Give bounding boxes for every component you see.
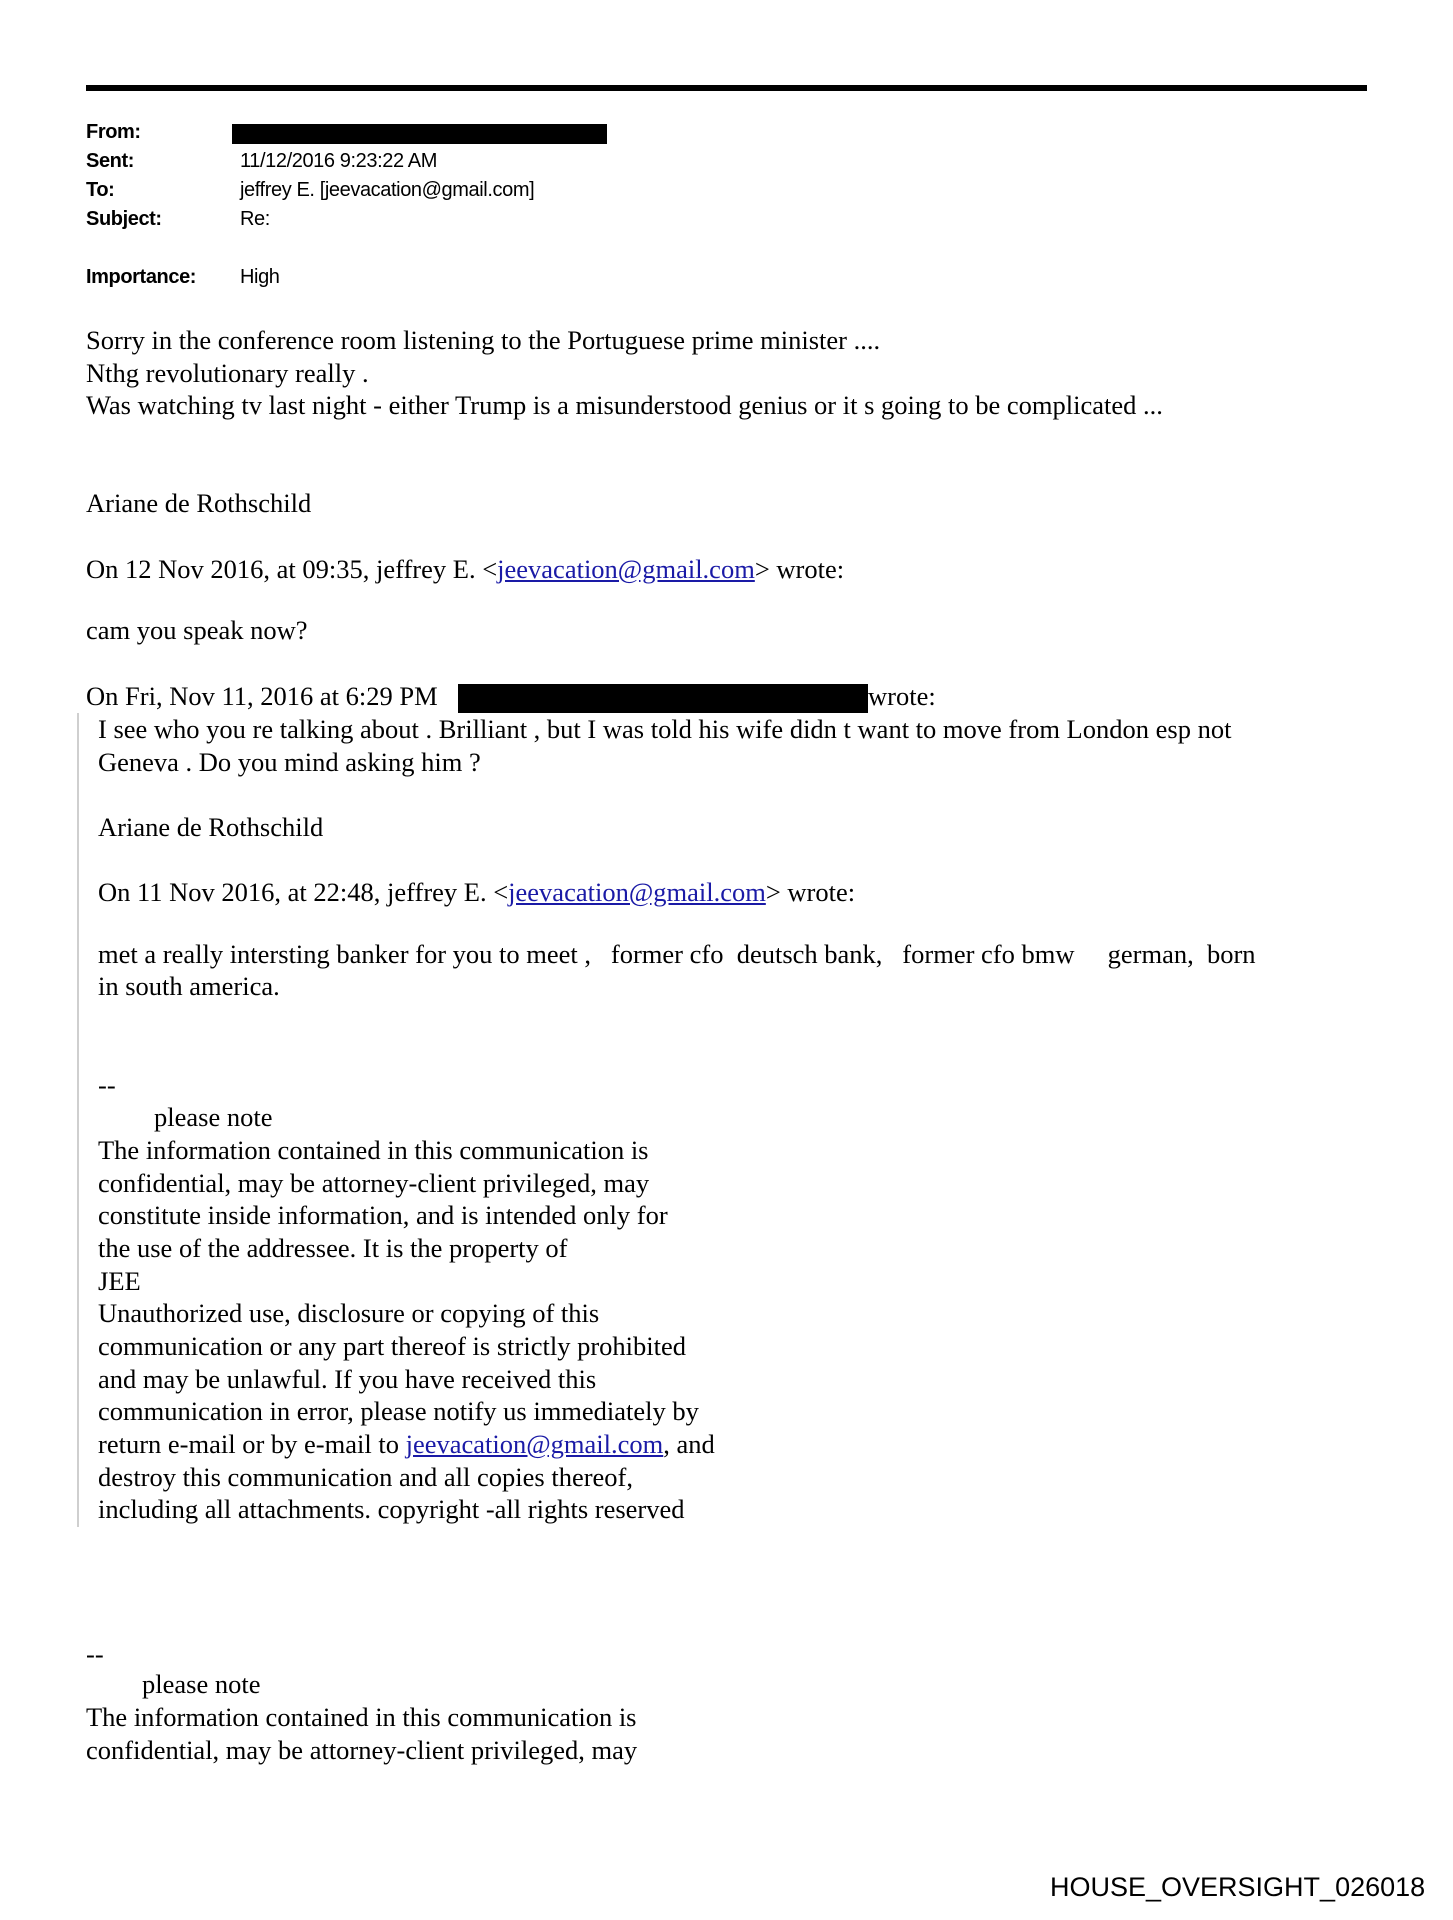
email-link[interactable]: jeevacation@gmail.com: [508, 877, 766, 907]
sent-value: 11/12/2016 9:23:22 AM: [240, 150, 437, 172]
disclaimer-email-line: [98, 1428, 715, 1460]
quoted-attribution: [98, 876, 855, 908]
disclaimer-line: constitute inside information, and is intended only for: [98, 1200, 668, 1230]
body-line: Nthg revolutionary really .: [86, 358, 369, 388]
email-line-prefix: return e-mail or by e-mail to: [98, 1429, 406, 1459]
disclaimer-line: destroy this communication and all copies thereof,: [98, 1462, 634, 1492]
importance-value: High: [240, 266, 280, 288]
disclaimer-separator: --: [98, 1070, 116, 1100]
header-rule: [86, 85, 1367, 91]
email-line-suffix: , and: [663, 1429, 715, 1459]
attribution-prefix: On 11 Nov 2016, at 22:48, jeffrey E. <: [98, 877, 509, 907]
reply-1-attribution: [86, 553, 844, 585]
signature: Ariane de Rothschild: [86, 488, 312, 518]
reply-1-message: cam you speak now?: [86, 615, 308, 645]
body-line: Was watching tv last night - either Trump is a misunderstood genius or it s going to be complicated ...: [86, 390, 1163, 420]
disclaimer-line: including all attachments. copyright -all rights reserved: [98, 1494, 685, 1524]
to-value: jeffrey E. [jeevacation@gmail.com]: [240, 179, 535, 201]
disclaimer-line: Unauthorized use, disclosure or copying of this: [98, 1298, 600, 1328]
disclaimer-line: The information contained in this communication is: [98, 1135, 649, 1165]
to-label: To:: [86, 179, 115, 201]
email-link[interactable]: jeevacation@gmail.com: [405, 1429, 664, 1459]
sender-redaction: [458, 684, 868, 713]
quoted-signature: Ariane de Rothschild: [98, 812, 324, 842]
quoted-message-line: met a really intersting banker for you to meet , former cfo deutsch bank, former cfo bmw german, born: [98, 939, 1256, 969]
reply-2-attribution-suffix: wrote:: [868, 681, 936, 711]
disclaimer-line: communication or any part thereof is strictly prohibited: [98, 1331, 686, 1361]
disclaimer-line: communication in error, please notify us immediately by: [98, 1396, 699, 1426]
email-link[interactable]: jeevacation@gmail.com: [497, 554, 755, 584]
from-redaction: [232, 124, 607, 144]
sent-label: Sent:: [86, 150, 135, 172]
importance-label: Importance:: [86, 266, 197, 288]
quoted-line: I see who you re talking about . Brilliant , but I was told his wife didn t want to move from London esp not: [98, 714, 1232, 744]
attribution-suffix: > wrote:: [765, 877, 856, 907]
disclaimer-line: JEE: [98, 1266, 141, 1296]
disclaimer-line: and may be unlawful. If you have received this: [98, 1364, 597, 1394]
disclaimer-heading: please note: [154, 1102, 273, 1132]
bates-number: HOUSE_OVERSIGHT_026018: [1050, 1872, 1426, 1902]
disclaimer-line: confidential, may be attorney-client privileged, may: [98, 1168, 650, 1198]
disclaimer-heading: please note: [142, 1669, 261, 1699]
disclaimer-line: confidential, may be attorney-client privileged, may: [86, 1735, 638, 1765]
subject-label: Subject:: [86, 208, 162, 230]
quoted-line: Geneva . Do you mind asking him ?: [98, 747, 481, 777]
quoted-message-line: in south america.: [98, 971, 280, 1001]
disclaimer-line: the use of the addressee. It is the property of: [98, 1233, 568, 1263]
reply-2-attribution-prefix: On Fri, Nov 11, 2016 at 6:29 PM: [86, 681, 438, 711]
attribution-suffix: > wrote:: [754, 554, 845, 584]
body-line: Sorry in the conference room listening to the Portuguese prime minister ....: [86, 325, 881, 355]
attribution-prefix: On 12 Nov 2016, at 09:35, jeffrey E. <: [86, 554, 498, 584]
disclaimer-separator: --: [86, 1639, 104, 1669]
subject-value: Re:: [240, 208, 270, 230]
from-label: From:: [86, 121, 141, 143]
quote-bar: [77, 713, 79, 1527]
disclaimer-line: The information contained in this communication is: [86, 1702, 637, 1732]
